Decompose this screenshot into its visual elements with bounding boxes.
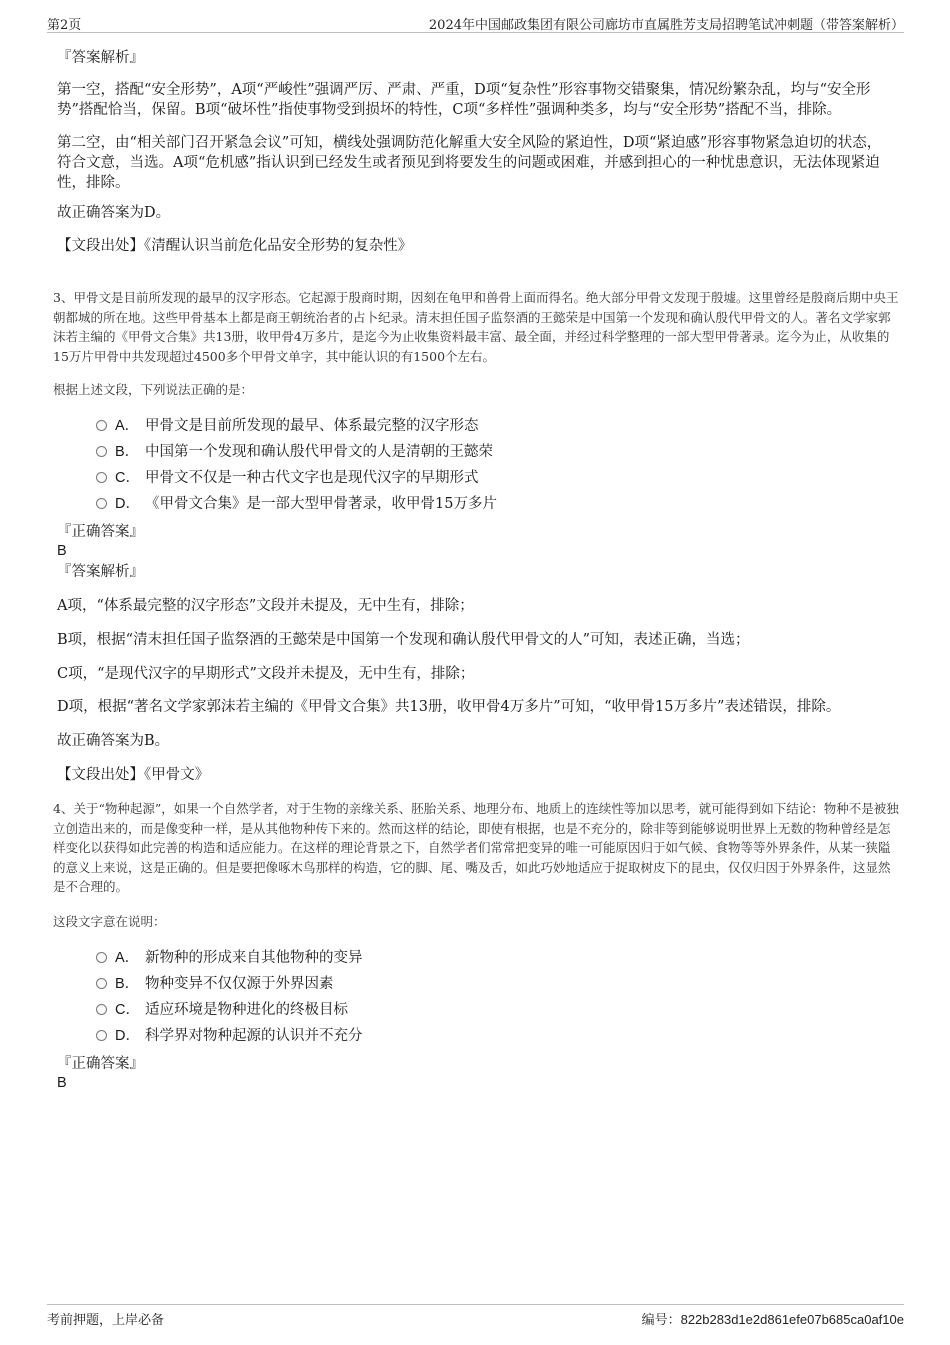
footer-slogan: 考前押题，上岸必备	[47, 1313, 165, 1328]
radio-button[interactable]	[96, 446, 107, 457]
q2-conclusion: 故正确答案为D。	[57, 205, 171, 221]
radio-button[interactable]	[96, 472, 107, 483]
q3-analysis-a: A项，“体系最完整的汉字形态”文段并未提及，无中生有，排除；	[57, 598, 474, 614]
q3-answer-label: 『正确答案』	[57, 524, 144, 540]
radio-button[interactable]	[96, 498, 107, 509]
q2-analysis-paragraph-2: 第二空，由“相关部门召开紧急会议”可知，横线处强调防范化解重大安全风险的紧迫性，D项“紧迫感”形容事物紧急迫切的状态，符合文意，当选。A项“危机感”指认识到已经发生或者预见到将要发生的问题或困难，并感到担心的一种忧患意识，无法体现紧迫性，排除。	[57, 135, 882, 191]
radio-button[interactable]	[96, 1030, 107, 1041]
radio-button[interactable]	[96, 978, 107, 989]
q3-option-a[interactable]: A． 甲骨文是目前所发现的最早、体系最完整的汉字形态	[96, 416, 479, 436]
q3-prompt: 根据上述文段，下列说法正确的是：	[53, 382, 254, 397]
q4-option-b[interactable]: B． 物种变异不仅仅源于外界因素	[96, 974, 334, 994]
radio-button[interactable]	[96, 1004, 107, 1015]
q3-conclusion: 故正确答案为B。	[57, 733, 170, 749]
q3-analysis-b: B项，根据“清末担任国子监祭酒的王懿荣是中国第一个发现和确认殷代甲骨文的人”可知，表述正确，当选；	[57, 632, 750, 648]
q2-source: 【文段出处】《清醒认识当前危化品安全形势的复杂性》	[57, 238, 413, 254]
q4-option-a[interactable]: A． 新物种的形成来自其他物种的变异	[96, 948, 363, 968]
page-header	[47, 14, 904, 33]
q4-option-d[interactable]: D． 科学界对物种起源的认识并不充分	[96, 1026, 363, 1046]
q4-answer: B	[57, 1075, 67, 1091]
q3-option-d[interactable]: D． 《甲骨文合集》是一部大型甲骨著录，收甲骨15万多片	[96, 494, 497, 514]
q3-source: 【文段出处】《甲骨文》	[57, 767, 210, 783]
document-title: 2024年中国邮政集团有限公司廊坊市直属胜芳支局招聘笔试冲刺题（带答案解析）	[428, 18, 904, 33]
q3-option-c[interactable]: C． 甲骨文不仅是一种古代文字也是现代汉字的早期形式	[96, 468, 479, 488]
page-number: 第2页	[47, 18, 82, 33]
q4-stem: 4、关于“物种起源”，如果一个自然学者，对于生物的亲缘关系、胚胎关系、地理分布、地质上的连续性等加以思考，就可能得到如下结论：物种不是被独立创造出来的，而是像变种一样，是从其他物种传下来的。然而这样的结论，即使有根据，也是不充分的，除非等到能够说明世界上无数的物种曾经是怎样变化以获得如此完善的构造和适应能力。在这样的理论背景之下，自然学者们常常把变异的唯一可能原因归于如气候、食物等等外界条件，从某一狭隘的意义上来说，这是正确的。但是要把像啄木鸟那样的构造，它的脚、尾、嘴及舌，如此巧妙地适应于捉取树皮下的昆虫，仅仅归因于外界条件，这显然是不合理的。	[53, 801, 899, 894]
q3-stem: 3、甲骨文是目前所发现的最早的汉字形态。它起源于殷商时期，因刻在龟甲和兽骨上面而得名。绝大部分甲骨文发现于殷墟。这里曾经是殷商后期中央王朝都城的所在地。这些甲骨基本上都是商王朝统治者的占卜纪录。清末担任国子监祭酒的王懿荣是中国第一个发现和确认殷代甲骨文的人。著名文学家郭沫若主编的《甲骨文合集》共13册，收甲骨4万多片，是迄今为止收集资料最丰富、最全面，并经过科学整理的一部大型甲骨著录。迄今为止，从收集的15万片甲骨中共发现超过4500多个甲骨文单字，其中能认识的有1500个左右。	[53, 290, 899, 364]
q2-analysis-label: 『答案解析』	[57, 50, 144, 66]
q4-option-c[interactable]: C． 适应环境是物种进化的终极目标	[96, 1000, 348, 1020]
radio-button[interactable]	[96, 420, 107, 431]
radio-button[interactable]	[96, 952, 107, 963]
q4-answer-label: 『正确答案』	[57, 1056, 144, 1072]
document-code: 编号：822b283d1e2d861efe07b685ca0af10e	[641, 1312, 904, 1328]
q3-analysis-label: 『答案解析』	[57, 564, 144, 580]
q3-answer: B	[57, 543, 67, 559]
q4-prompt: 这段文字意在说明：	[53, 914, 166, 929]
q2-analysis-paragraph-1: 第一空，搭配“安全形势”，A项“严峻性”强调严厉、严肃、严重，D项“复杂性”形容事物交错聚集，情况纷繁杂乱，均与“安全形势”搭配恰当，保留。B项“破坏性”指使事物受到损坏的特性，C项“多样性”强调种类多，均与“安全形势”搭配不当，排除。	[57, 82, 871, 118]
q3-option-b[interactable]: B． 中国第一个发现和确认殷代甲骨文的人是清朝的王懿荣	[96, 442, 493, 462]
q3-analysis-c: C项，“是现代汉字的早期形式”文段并未提及，无中生有，排除；	[57, 666, 475, 682]
q3-analysis-d: D项，根据“著名文学家郭沫若主编的《甲骨文合集》共13册，收甲骨4万多片”可知，“收甲骨15万多片”表述错误，排除。	[57, 699, 841, 715]
page-footer	[47, 1304, 904, 1327]
